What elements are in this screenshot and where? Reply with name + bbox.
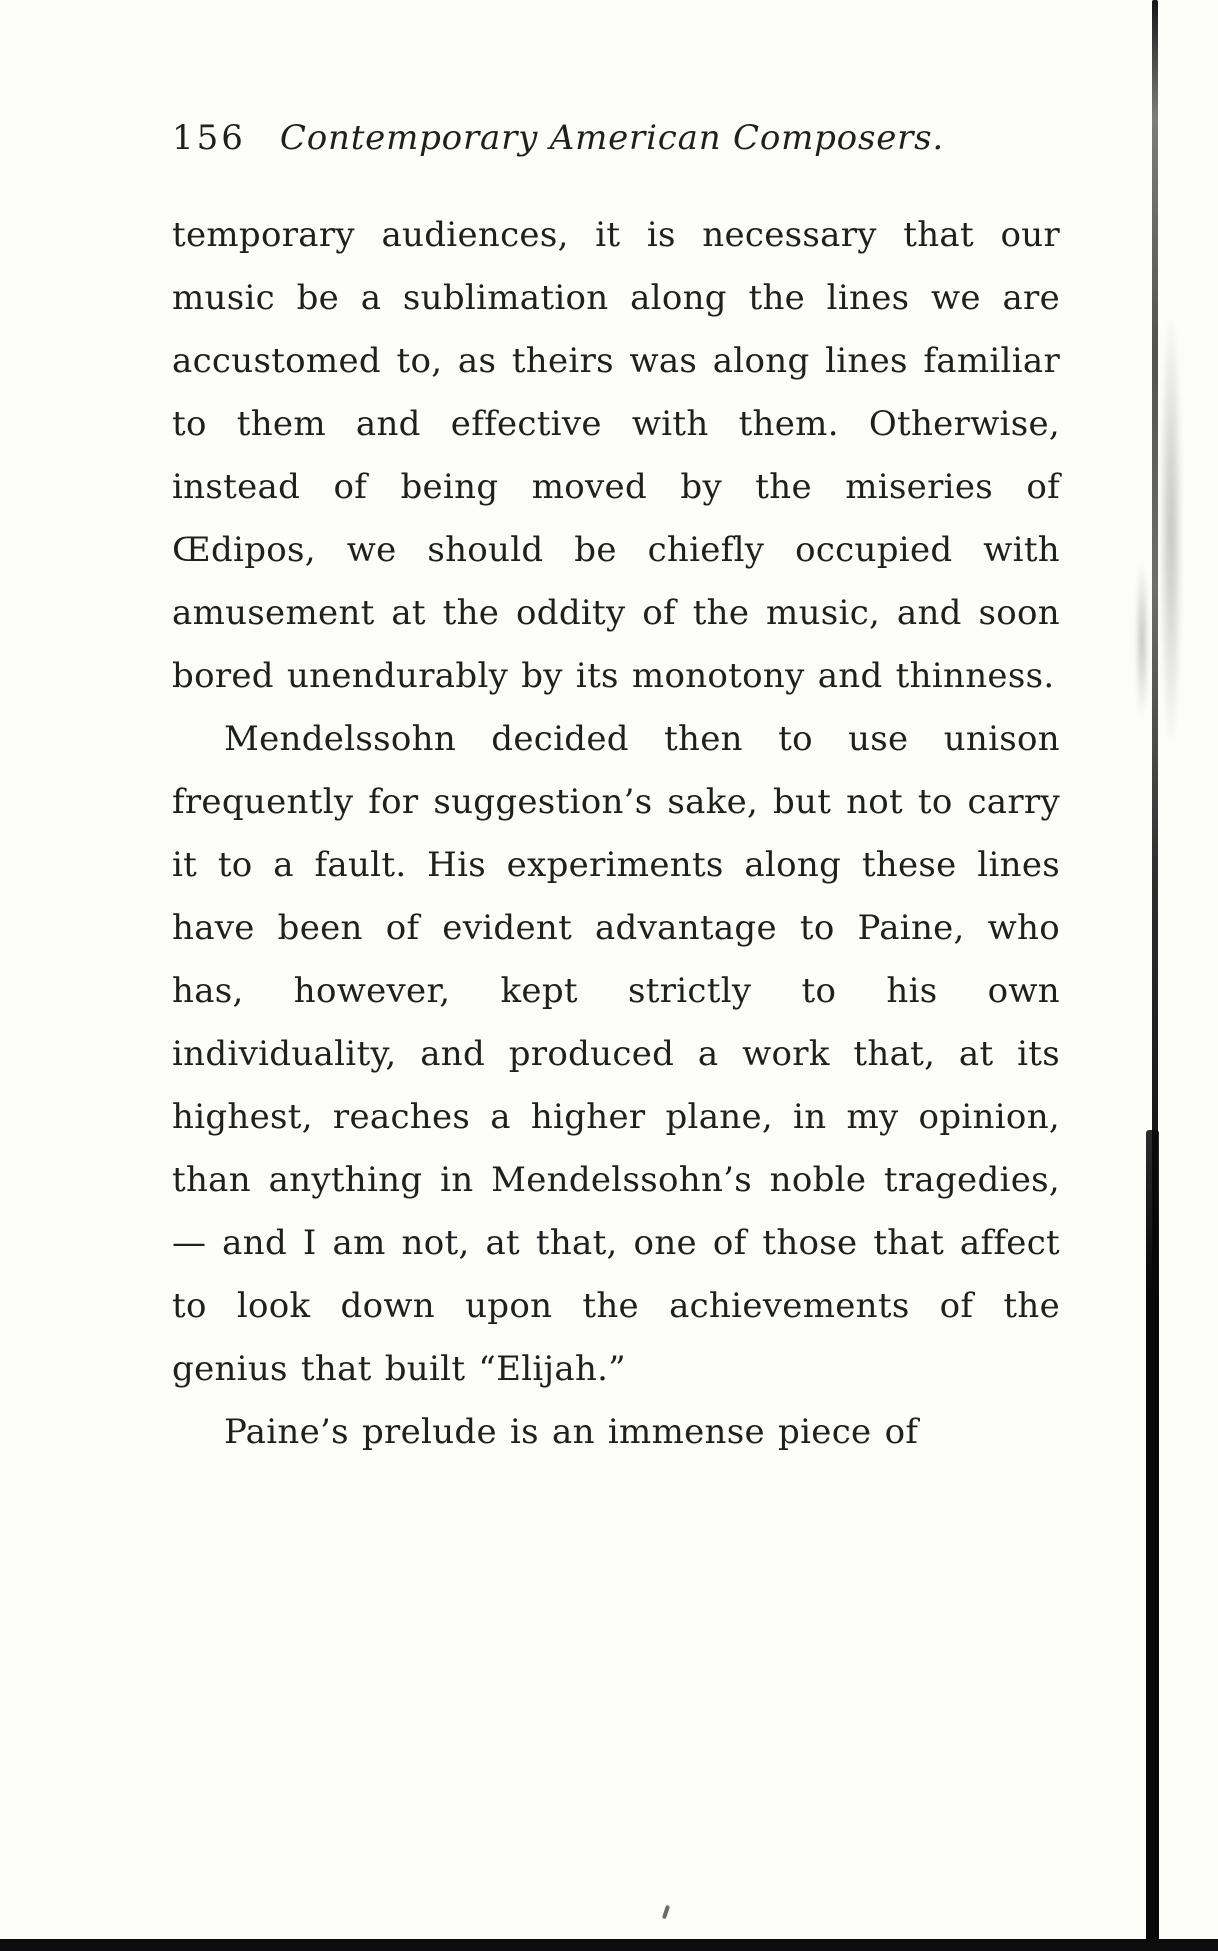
scan-smudge <box>1135 560 1149 720</box>
paragraph: temporary audiences, it is necessary that our music be a sublimation along the lines we are accustomed to, as theirs was along lines familiar to them and effective with them. Otherwise, instead of being moved by the miseries of Œdipos, we should be chiefly occupied with amusement at the oddity of the music, and soon bored unendurably by its monotony and thinness. <box>172 215 1060 696</box>
scan-smudge <box>1160 320 1182 740</box>
scan-speck <box>662 1905 670 1920</box>
running-head-title: Contemporary American Composers. <box>279 118 945 158</box>
paragraph: Mendelssohn decided then to use unison frequently for suggestion’s sake, but not to carry it to a fault. His experiments along these lines have been of evident advantage to Paine, who has, however, kept strictly to his own individuality, and produced a work that, at its highest, reaches a higher plane, in my opinion, than anything in Mendelssohn’s noble tragedies, — and I am not, at that, one of those that affect to look down upon the achievements of the genius that built “Elijah.” <box>172 719 1060 1389</box>
running-head <box>172 116 1060 160</box>
scan-bottom-edge <box>0 1939 1218 1951</box>
page-number: 156 <box>172 118 246 158</box>
page-content <box>172 116 1060 1464</box>
scan-edge-line-heavy <box>1146 1130 1159 1951</box>
paragraph: Paine’s prelude is an immense piece of <box>224 1412 919 1452</box>
page-body <box>172 204 1060 1464</box>
